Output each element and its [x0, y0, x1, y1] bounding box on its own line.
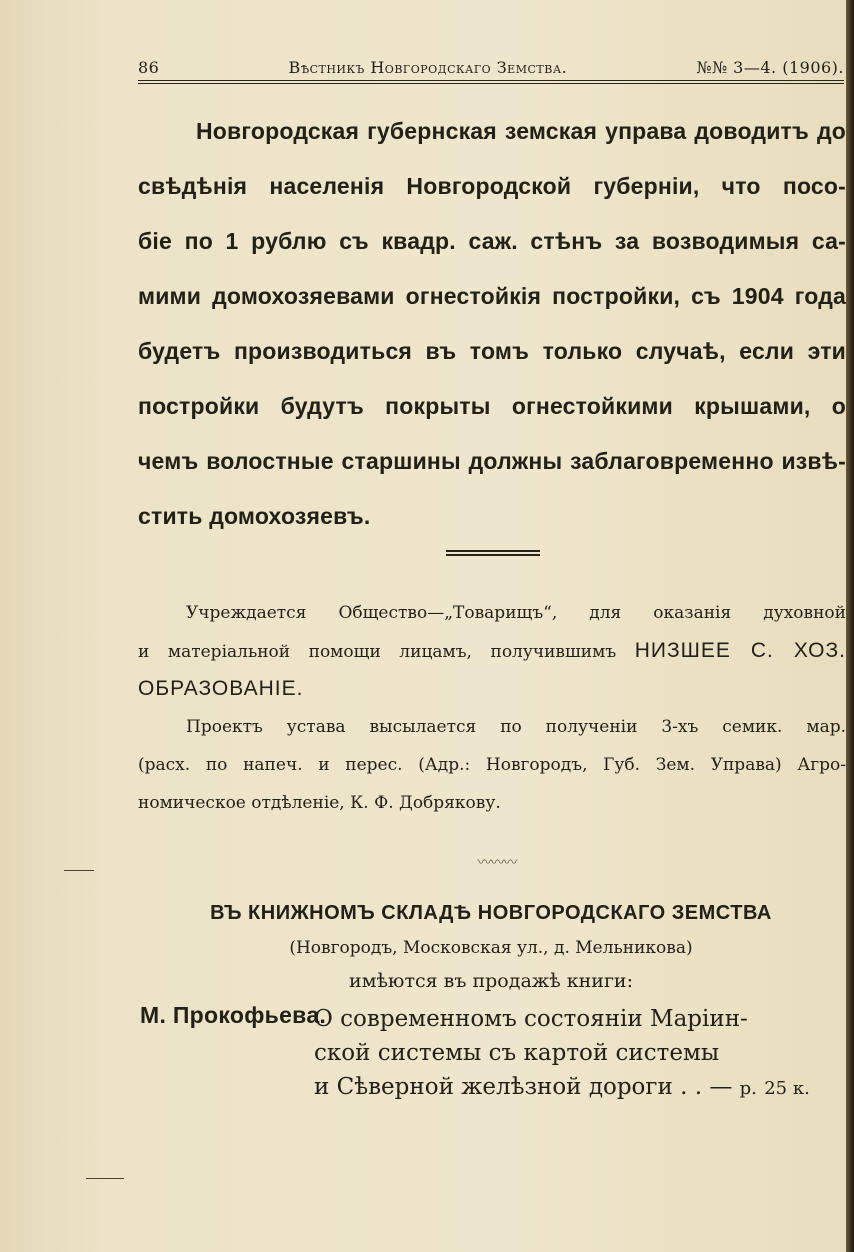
- price-kop: 25 к.: [764, 1078, 810, 1099]
- running-header: [138, 58, 844, 77]
- section-divider: [446, 550, 540, 552]
- scan-mark-2: [86, 1178, 124, 1179]
- page-edge-shadow: [846, 0, 854, 1252]
- society-line: номическое отдѣленіе, К. Ф. Добрякову.: [138, 793, 501, 813]
- society-emphasis-2: ОБРАЗОВАНІЕ.: [138, 677, 304, 700]
- bookstore-address: (Новгородъ, Московская ул., д. Мельникова): [289, 938, 693, 958]
- society-emphasis: НИЗШЕЕ С. ХОЗ.: [634, 639, 846, 662]
- journal-title: Вѣстникъ Новгородскаго Земства.: [288, 58, 568, 77]
- issue-number: №№ 3—4. (1906).: [696, 58, 844, 77]
- scan-mark: [64, 870, 94, 871]
- ornament-divider: 〰〰〰: [477, 855, 517, 871]
- bookstore-title: ВЪ КНИЖНОМЪ СКЛАДѢ НОВГОРОДСКАГО ЗЕМСТВА: [210, 902, 772, 924]
- book-title-line: О современномъ состояніи Маріин-: [314, 1006, 748, 1032]
- fireproof-notice: [138, 104, 846, 544]
- book-title-line-text: и Сѣверной желѣзной дороги: [314, 1074, 673, 1100]
- notice-line: свѣдѣнія населенія Новгородской губерніи, что посо-: [138, 173, 846, 199]
- society-line-prefix: и матеріальной помощи лицамъ, получившимъ: [138, 642, 617, 662]
- notice-line: будетъ производиться въ томъ только случаѣ, если эти: [138, 338, 846, 364]
- section-divider-2: [446, 554, 540, 556]
- society-line: [138, 632, 846, 670]
- society-line: (расх. по напеч. и перес. (Адр.: Новгородъ, Губ. Зем. Управа) Агро-: [138, 755, 846, 775]
- header-rule-top: [138, 80, 844, 81]
- book-author: М. Прокофьева.: [140, 1002, 327, 1028]
- society-line: [138, 670, 846, 708]
- notice-line: постройки будутъ покрыты огнестойкими крышами, о: [138, 393, 846, 419]
- price-rub: р.: [739, 1078, 757, 1099]
- notice-line: мими домохозяевами огнестойкія постройки, съ 1904 года: [138, 283, 846, 309]
- notice-line: стить домохозяевъ.: [138, 503, 371, 529]
- society-announcement: [138, 594, 846, 822]
- society-line: Проектъ устава высылается по полученіи 3-хъ семик. мар.: [186, 717, 846, 737]
- notice-line: чемъ волостные старшины должны заблаговременно извѣ-: [138, 448, 846, 474]
- notice-line: Новгородская губернская земская управа доводитъ до: [196, 118, 846, 144]
- society-line: Учреждается Общество—„Товарищъ“, для оказанія духовной: [186, 603, 846, 623]
- price-leader: . . —: [680, 1074, 733, 1100]
- bookstore-subtitle: имѣются въ продажѣ книги:: [349, 970, 633, 992]
- book-title-line: ской системы съ картой системы: [314, 1040, 720, 1066]
- book-title: [314, 1002, 844, 1106]
- header-rule-bottom: [138, 83, 844, 84]
- notice-line: біе по 1 рублю съ квадр. саж. стѣнъ за возводимыя са-: [138, 228, 846, 254]
- book-title-line: [314, 1070, 844, 1106]
- page-number: 86: [138, 58, 160, 77]
